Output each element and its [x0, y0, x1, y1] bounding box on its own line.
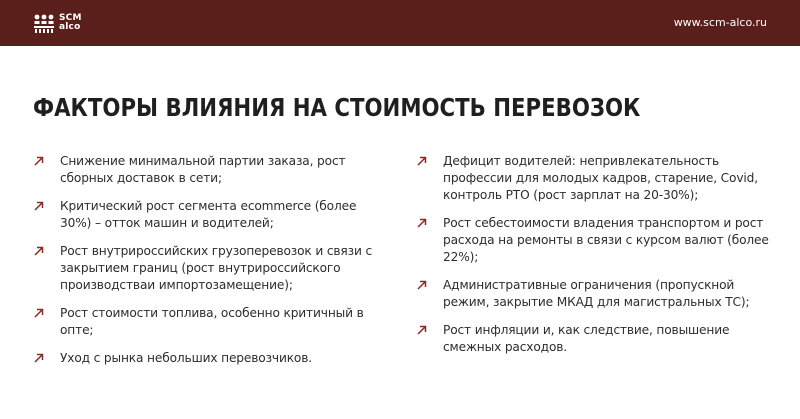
factors-list-left [33, 153, 373, 378]
list-item [416, 215, 776, 266]
header-bar [0, 0, 800, 46]
company-logo[interactable] [33, 12, 82, 34]
list-item-text: Рост внутрироссийских грузоперевозок и связи с закрытием границ (рост внутрироссийского производстваи импортозамещение); [60, 244, 372, 292]
list-item-text: Рост инфляции и, как следствие, повышение смежных расходов. [443, 323, 730, 354]
list-item [33, 198, 373, 232]
list-item [33, 305, 373, 339]
list-item-text: Административные ограничения (пропускной режим, закрытие МКАД для магистральных ТС); [443, 278, 750, 309]
logo-people-icon [33, 13, 55, 33]
arrow-up-right-icon [33, 155, 45, 167]
list-item [33, 153, 373, 187]
list-item [416, 153, 776, 204]
list-item-text: Критический рост сегмента ecommerce (более 30%) – отток машин и водителей; [60, 199, 357, 230]
arrow-up-right-icon [416, 324, 428, 336]
arrow-up-right-icon [33, 307, 45, 319]
logo-line-2: alco [59, 22, 81, 32]
list-item-text: Рост себестоимости владения транспортом и рост расхода на ремонты в связи с курсом валют (более 22%); [443, 216, 769, 264]
site-url-link[interactable]: www.scm-alco.ru [673, 16, 767, 29]
list-item-text: Дефицит водителей: непривлекательность профессии для молодых кадров, старение, Covid, контроль РТО (рост зарплат на 20-30%); [443, 154, 758, 202]
list-item [33, 243, 373, 294]
logo-line-1: SCM [59, 13, 82, 23]
list-item-text: Уход с рынка небольших перевозчиков. [60, 351, 312, 365]
list-item-text: Рост стоимости топлива, особенно критичный в опте; [60, 306, 364, 337]
list-item-text: Снижение минимальной партии заказа, рост сборных доставок в сети; [60, 154, 346, 185]
list-item [33, 350, 373, 367]
arrow-up-right-icon [416, 155, 428, 167]
arrow-up-right-icon [33, 200, 45, 212]
page-title: ФАКТОРЫ ВЛИЯНИЯ НА СТОИМОСТЬ ПЕРЕВОЗОК [33, 93, 641, 122]
list-item [416, 277, 776, 311]
arrow-up-right-icon [416, 217, 428, 229]
arrow-up-right-icon [33, 245, 45, 257]
logo-text [59, 14, 82, 32]
arrow-up-right-icon [33, 352, 45, 364]
arrow-up-right-icon [416, 279, 428, 291]
list-item [416, 322, 776, 356]
factors-list-right [416, 153, 776, 367]
